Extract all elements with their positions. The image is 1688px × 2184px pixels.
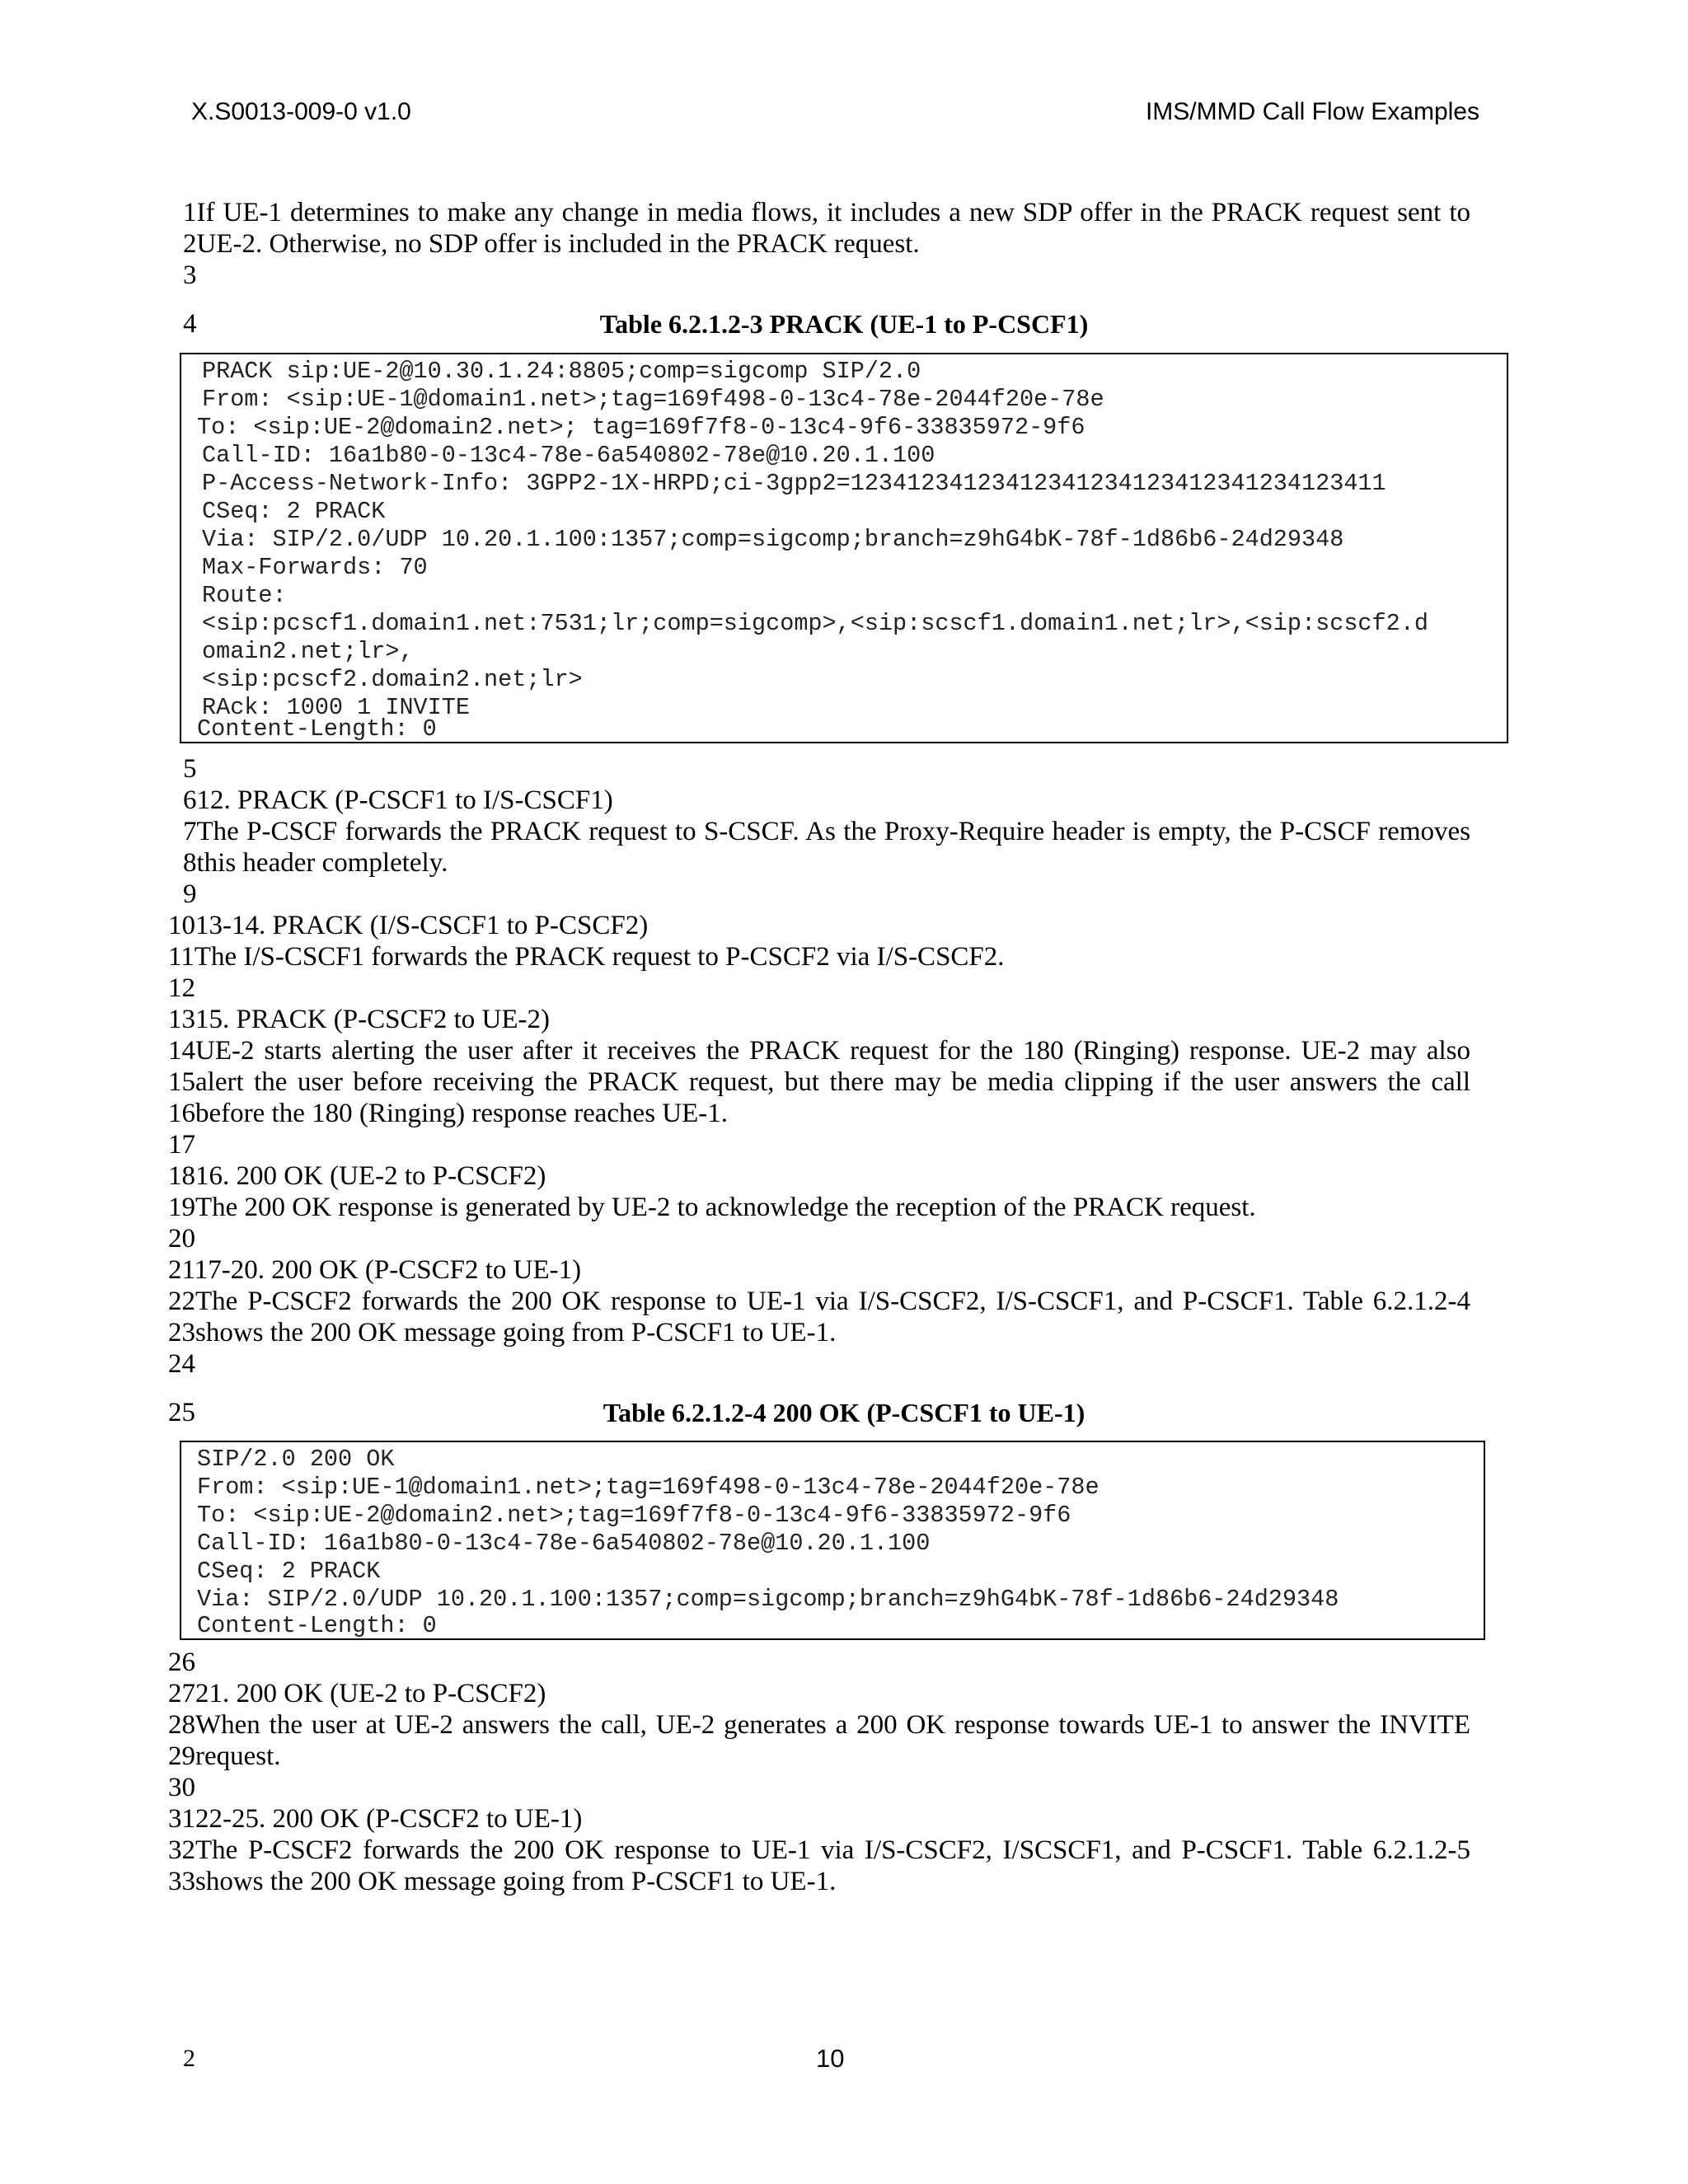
text-line: 11The I/S-CSCF1 forwards the PRACK request to P-CSCF2 via I/S-CSCF2. xyxy=(168,942,1005,972)
line-number: 30 xyxy=(168,1773,195,1802)
text-line: 32The P-CSCF2 forwards the 200 OK response to UE-1 via I/S-CSCF2, I/SCSCF1, and P-CSCF1. Table 6.2.1.2-5 xyxy=(168,1835,1470,1865)
section-heading: 1816. 200 OK (UE-2 to P-CSCF2) xyxy=(168,1161,546,1191)
code-line: Via: SIP/2.0/UDP 10.20.1.100:1357;comp=sigcomp;branch=z9hG4bK-78f-1d86b6-24d29348 xyxy=(197,1586,1339,1613)
table-caption: Table 6.2.1.2-4 200 OK (P-CSCF1 to UE-1) xyxy=(603,1398,1085,1427)
section-heading: 612. PRACK (P-CSCF1 to I/S-CSCF1) xyxy=(183,785,613,815)
code-line: <sip:pcscf2.domain2.net;lr> xyxy=(202,666,583,693)
code-line: P-Access-Network-Info: 3GPP2-1X-HRPD;ci-3gpp2=12341234123412341234123412341234123411 xyxy=(202,470,1386,497)
text-line: 22The P-CSCF2 forwards the 200 OK response to UE-1 via I/S-CSCF2, I/S-CSCF1, and P-CSCF1. Table 6.2.1.2-4 xyxy=(168,1286,1470,1316)
code-line: From: <sip:UE-1@domain1.net>;tag=169f498-0-13c4-78e-2044f20e-78e xyxy=(202,386,1104,413)
line-number: 17 xyxy=(168,1130,195,1160)
section-heading: 3122-25. 200 OK (P-CSCF2 to UE-1) xyxy=(168,1804,583,1834)
line-number: 5 xyxy=(183,754,197,784)
code-line: <sip:pcscf1.domain1.net:7531;lr;comp=sigcomp>,<sip:scscf1.domain1.net;lr>,<sip:scscf2.d xyxy=(202,610,1428,637)
code-line: Call-ID: 16a1b80-0-13c4-78e-6a540802-78e@10.20.1.100 xyxy=(202,442,935,469)
text-line: 7The P-CSCF forwards the PRACK request to S-CSCF. As the Proxy-Require header is empty, the P-CSCF removes xyxy=(183,817,1470,846)
section-heading: 2117-20. 200 OK (P-CSCF2 to UE-1) xyxy=(168,1255,582,1285)
code-line: Call-ID: 16a1b80-0-13c4-78e-6a540802-78e@10.20.1.100 xyxy=(197,1530,931,1557)
code-line: From: <sip:UE-1@domain1.net>;tag=169f498-0-13c4-78e-2044f20e-78e xyxy=(197,1474,1100,1501)
text-line: 16before the 180 (Ringing) response reaches UE-1. xyxy=(168,1099,729,1128)
line-number: 4 xyxy=(183,309,197,339)
line-number: 9 xyxy=(183,879,197,909)
footer-section-number: 2 xyxy=(183,2045,195,2072)
table-caption: Table 6.2.1.2-3 PRACK (UE-1 to P-CSCF1) xyxy=(599,309,1089,339)
code-line: SIP/2.0 200 OK xyxy=(197,1446,395,1473)
code-line: RAck: 1000 1 INVITE xyxy=(202,694,470,721)
code-line: Via: SIP/2.0/UDP 10.20.1.100:1357;comp=sigcomp;branch=z9hG4bK-78f-1d86b6-24d29348 xyxy=(202,526,1344,553)
header-doc-id: X.S0013-009-0 v1.0 xyxy=(191,98,411,125)
line-number: 24 xyxy=(168,1349,195,1379)
code-line: Route: xyxy=(202,582,287,609)
text-line: 19The 200 OK response is generated by UE-2 to acknowledge the reception of the PRACK request. xyxy=(168,1193,1256,1222)
text-line: 33shows the 200 OK message going from P-CSCF1 to UE-1. xyxy=(168,1867,837,1896)
line-number: 26 xyxy=(168,1647,195,1677)
text-line: 15alert the user before receiving the PRACK request, but there may be media clipping if the user answers the call xyxy=(168,1067,1470,1097)
code-line: CSeq: 2 PRACK xyxy=(197,1558,381,1585)
code-line: To: <sip:UE-2@domain2.net>; tag=169f7f8-0-13c4-9f6-33835972-9f6 xyxy=(197,414,1085,441)
section-heading: 1315. PRACK (P-CSCF2 to UE-2) xyxy=(168,1005,550,1034)
text-line: 28When the user at UE-2 answers the call, UE-2 generates a 200 OK response towards UE-1 to answer the INVITE xyxy=(168,1710,1470,1740)
code-line: omain2.net;lr>, xyxy=(202,638,414,665)
code-block xyxy=(180,353,1508,743)
header-doc-title: IMS/MMD Call Flow Examples xyxy=(1145,98,1479,125)
text-line: 14UE-2 starts alerting the user after it receives the PRACK request for the 180 (Ringing) response. UE-2 may also xyxy=(168,1036,1470,1066)
line-number: 20 xyxy=(168,1224,195,1254)
section-heading: 1013-14. PRACK (I/S-CSCF1 to P-CSCF2) xyxy=(168,911,649,940)
code-line: CSeq: 2 PRACK xyxy=(202,498,386,525)
line-number: 25 xyxy=(168,1398,195,1427)
text-line: 23shows the 200 OK message going from P-CSCF1 to UE-1. xyxy=(168,1318,837,1347)
line-number: 3 xyxy=(183,260,197,290)
line-number: 12 xyxy=(168,973,195,1003)
code-line: PRACK sip:UE-2@10.30.1.24:8805;comp=sigcomp SIP/2.0 xyxy=(202,358,921,385)
code-line: Content-Length: 0 xyxy=(197,1612,437,1639)
section-heading: 2721. 200 OK (UE-2 to P-CSCF2) xyxy=(168,1679,546,1708)
code-line: Content-Length: 0 xyxy=(197,715,437,743)
code-line: Max-Forwards: 70 xyxy=(202,554,428,581)
page-number: 10 xyxy=(816,2044,845,2073)
text-line: 1If UE-1 determines to make any change in media flows, it includes a new SDP offer in the PRACK request sent to xyxy=(183,198,1470,227)
text-line: 2UE-2. Otherwise, no SDP offer is included in the PRACK request. xyxy=(183,229,920,259)
code-block xyxy=(180,1441,1485,1640)
text-line: 29request. xyxy=(168,1741,281,1771)
code-line: To: <sip:UE-2@domain2.net>;tag=169f7f8-0-13c4-9f6-33835972-9f6 xyxy=(197,1502,1071,1529)
text-line: 8this header completely. xyxy=(183,848,448,878)
